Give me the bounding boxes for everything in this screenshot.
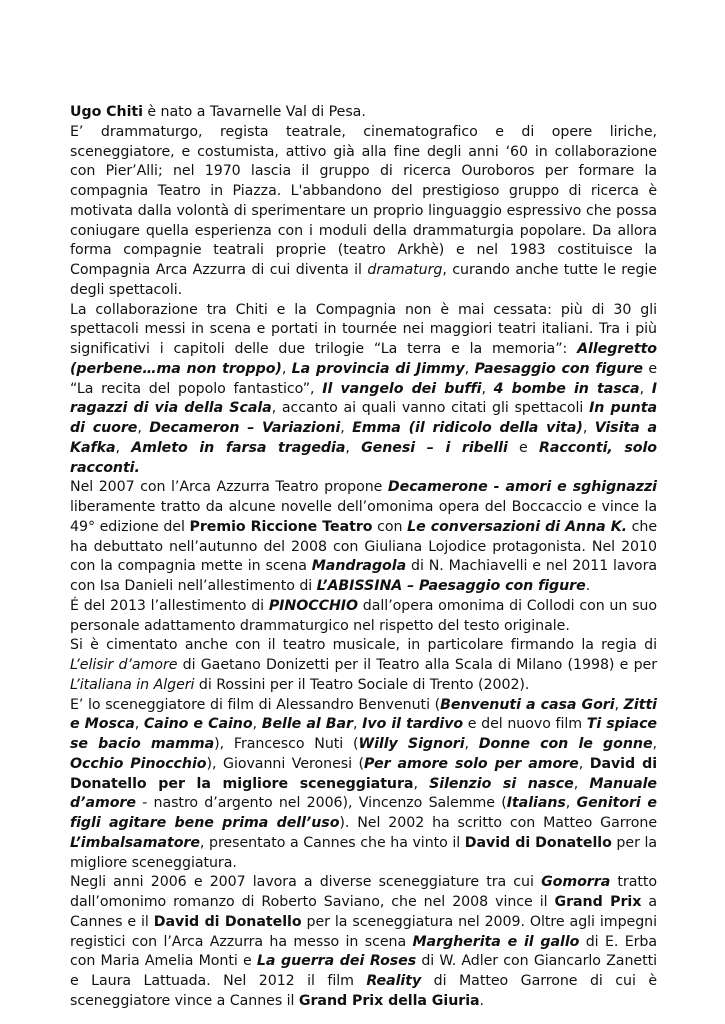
emphasized-text: Margherita e il gallo	[412, 933, 580, 950]
emphasized-text: 4 bombe in tasca	[493, 380, 640, 397]
text-run: ,	[353, 716, 363, 733]
emphasized-text: David di Donatello per la migliore sceneggiatura	[70, 755, 658, 792]
emphasized-text: L’italiana in Algeri	[70, 676, 195, 693]
text-run: ,	[573, 775, 590, 792]
text-run: ,	[582, 420, 595, 436]
text-run: ,	[481, 380, 494, 397]
text-run: ,	[345, 439, 362, 456]
text-run: di W. Adler con Giancarlo Zanetti e Laura Lattuada. Nel 2012 il film	[70, 953, 657, 989]
emphasized-text: Grand Prix della Giuria	[298, 992, 480, 1009]
emphasized-text: Belle al Bar	[261, 716, 353, 733]
emphasized-text: Le conversazioni di Anna K.	[407, 518, 627, 535]
text-run: E’ drammaturgo, regista teatrale, cinematografico e di opere liriche, sceneggiatore, e costumista, attivo già alla fine degli anni ‘60 in collaborazione con Pier’Alli; nel 1970 lascia il gruppo di ricerca Ouroboros per formare la compagnia Teatro in Piazza. L'abbandono del prestigioso gruppo di ricerca è motivata dalla volontà di sperimentare un proprio linguaggio espressivo che possa coniugare quella esperienza con i moduli della drammaturgia popolare. Da allora forma compagnie teatrali proprie (teatro Arkhè) e nel 1983 costituisce la Compagnia Arca Azzurra di cui diventa il	[70, 123, 657, 278]
emphasized-text: Donne con le gonne	[478, 736, 653, 752]
emphasized-text: In punta di cuore	[70, 400, 657, 436]
emphasized-text: Genesi – i ribelli	[361, 439, 508, 456]
emphasized-text: Per amore solo per amore	[364, 755, 579, 772]
text-run: ,	[565, 795, 577, 812]
emphasized-text: La guerra dei Roses	[256, 953, 417, 970]
text-run: per la sceneggiatura nel 2009. Oltre agli impegni registici con l’Arca Azzurra ha messo in scena	[70, 913, 657, 950]
emphasized-text: Zitti e Mosca	[70, 696, 657, 733]
emphasized-text: I ragazzi di via della Scala	[70, 380, 657, 417]
text-run: per la migliore sceneggiatura.	[70, 834, 657, 871]
text-run: ,	[137, 420, 150, 436]
text-run: e	[507, 439, 539, 456]
text-run: ,	[464, 736, 479, 752]
text-run: di E. Erba con Maria Amelia Monti e	[70, 933, 657, 970]
emphasized-text: Ugo Chiti	[70, 104, 143, 120]
emphasized-text: Silenzio si nasce	[429, 775, 574, 792]
text-run: .	[479, 992, 485, 1009]
text-run: che ha debuttato nell’autunno del 2008 con Giuliana Lojodice protagonista. Nel 2010 con la compagnia mette in scena	[70, 518, 658, 575]
emphasized-text: Decameron – Variazioni	[149, 420, 341, 436]
emphasized-text: Gomorra	[541, 874, 611, 891]
emphasized-text: dramaturg	[367, 262, 443, 278]
text-run: ,	[639, 380, 652, 397]
text-run: E’ lo sceneggiatore di film di Alessandro Benvenuti (	[70, 696, 441, 713]
text-run: ,	[281, 360, 292, 377]
text-run: ,	[413, 775, 430, 792]
emphasized-text: L’ABISSINA – Paesaggio con figure	[316, 578, 586, 594]
emphasized-text: Italians	[506, 795, 566, 812]
text-run: ,	[340, 420, 353, 436]
emphasized-text: La provincia di Jimmy	[291, 360, 465, 377]
text-run: di Rossini per il Teatro Sociale di Trento (2002).	[194, 676, 530, 693]
emphasized-text: Grand Prix	[554, 894, 642, 910]
text-run: Nel 2007 con l’Arca Azzurra Teatro propone	[70, 479, 388, 496]
text-run: , curando anche tutte le regie degli spettacoli.	[70, 262, 657, 298]
text-run: ), Giovanni Veronesi (	[206, 755, 365, 772]
text-run: ), Francesco Nuti (	[214, 736, 359, 752]
paragraph	[70, 478, 657, 597]
emphasized-text: Caino e Caino	[143, 716, 253, 733]
paragraph	[70, 103, 657, 123]
emphasized-text: PINOCCHIO	[268, 597, 359, 614]
emphasized-text: Decamerone - amori e sghignazzi	[387, 479, 657, 496]
text-run: ,	[252, 716, 262, 733]
text-run: ,	[578, 755, 590, 772]
text-run: , presentato a Cannes che ha vinto il	[199, 834, 465, 851]
text-run: .	[585, 578, 591, 594]
text-run: ,	[134, 716, 144, 733]
text-run: - nastro d’argento nel 2006), Vincenzo Salemme (	[135, 795, 507, 812]
text-run: Si è cimentato anche con il teatro musicale, in particolare firmando la regia di	[70, 637, 657, 654]
emphasized-text: Reality	[366, 973, 422, 989]
text-run: , accanto ai quali vanno citati gli spettacoli	[271, 400, 590, 417]
text-run: tratto dall’omonimo romanzo di Roberto Saviano, che nel 2008 vince il	[70, 874, 657, 910]
text-run: di Matteo Garrone di cui è sceneggiatore vince a Cannes il	[70, 973, 657, 1009]
paragraph	[70, 636, 657, 695]
text-run: di N. Machiavelli e nel 2011 lavora con Isa Danieli nell’allestimento di	[70, 558, 657, 594]
text-run: ,	[464, 360, 475, 377]
emphasized-text: Manuale d’amore	[70, 775, 657, 812]
emphasized-text: Willy Signori	[358, 736, 465, 752]
text-run: liberamente tratto da alcune novelle dell’omonima opera del Boccaccio e vince la 49° edizione del	[70, 499, 657, 535]
document-body	[70, 103, 657, 1012]
emphasized-text: Paesaggio con figure	[474, 360, 643, 377]
emphasized-text: Ti spiace se bacio mamma	[70, 716, 658, 752]
paragraph	[70, 696, 657, 874]
text-run: a Cannes e il	[70, 894, 657, 930]
emphasized-text: Amleto in farsa tragedia	[131, 439, 346, 456]
text-run: e del nuovo film	[463, 716, 587, 733]
paragraph	[70, 301, 657, 479]
text-run: ,	[652, 736, 657, 752]
text-run: ,	[115, 439, 132, 456]
text-run: ,	[614, 696, 624, 713]
emphasized-text: Benvenuti a casa Gori	[440, 696, 615, 713]
emphasized-text: L’elisir d’amore	[70, 657, 178, 673]
emphasized-text: Racconti, solo racconti.	[70, 439, 657, 476]
text-run: La collaborazione tra Chiti e la Compagnia non è mai cessata: più di 30 gli spettacoli messi in scena e portati in tournée nei maggiori teatri italiani. Tra i più significativi i capitoli delle due trilogie “La terra e la memoria”:	[70, 301, 657, 357]
emphasized-text: L’imbalsamatore	[70, 834, 200, 851]
text-run: e “La recita del popolo fantastico”,	[70, 360, 658, 397]
emphasized-text: Genitori e figli agitare bene prima dell’uso	[70, 795, 657, 831]
emphasized-text: Emma (il ridicolo della vita)	[352, 420, 583, 436]
text-run: Negli anni 2006 e 2007 lavora a diverse sceneggiature tra cui	[70, 874, 542, 891]
paragraph	[70, 873, 657, 1011]
emphasized-text: Premio Riccione Teatro	[189, 518, 373, 535]
text-run: di Gaetano Donizetti per il Teatro alla Scala di Milano (1998) e per	[177, 657, 657, 673]
text-run: è nato a Tavarnelle Val di Pesa.	[142, 104, 366, 120]
text-run: ). Nel 2002 ha scritto con Matteo Garrone	[339, 815, 658, 831]
emphasized-text: Allegretto (perbene…ma non troppo)	[70, 341, 657, 377]
paragraph	[70, 123, 657, 301]
emphasized-text: David di Donatello	[464, 834, 612, 851]
emphasized-text: David di Donatello	[153, 913, 302, 930]
emphasized-text: Mandragola	[311, 558, 407, 575]
emphasized-text: Visita a Kafka	[70, 420, 657, 456]
text-run: con	[372, 518, 408, 535]
paragraph	[70, 597, 657, 637]
text-run: dall’opera omonima di Collodi con un suo personale adattamento drammaturgico nel rispetto del testo originale.	[70, 597, 658, 634]
text-run: É del 2013 l’allestimento di	[70, 597, 269, 614]
emphasized-text: Il vangelo dei buffi	[322, 380, 482, 397]
emphasized-text: Occhio Pinocchio	[70, 755, 207, 772]
emphasized-text: Ivo il tardivo	[362, 716, 464, 733]
